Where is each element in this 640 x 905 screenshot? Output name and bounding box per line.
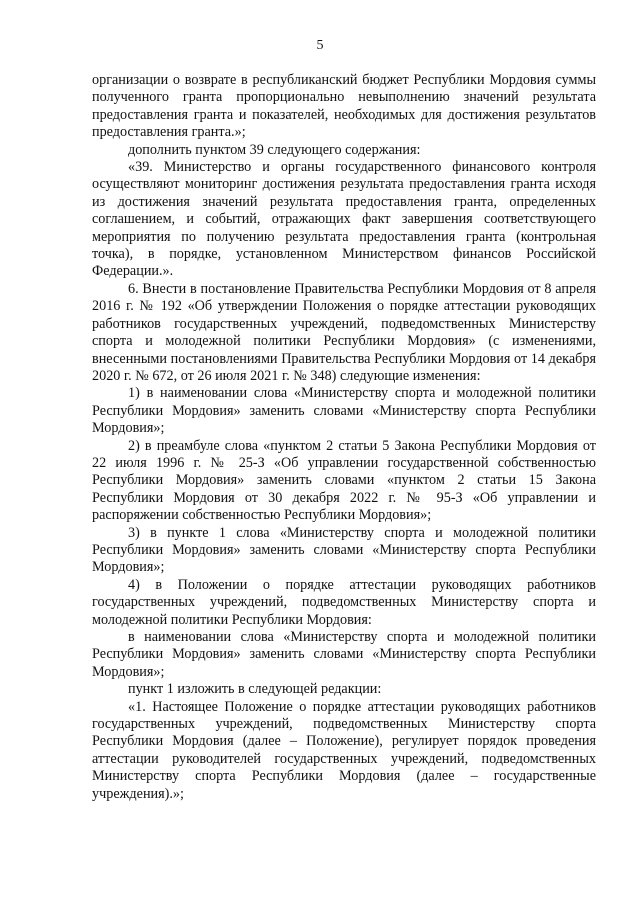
paragraph-subitem-1: 1) в наименовании слова «Министерству спорта и молодежной политики Республики Мордовия» заменить словами «Министерству спорта Республики Мордовия»; bbox=[92, 385, 596, 437]
paragraph-point-1-text: «1. Настоящее Положение о порядке аттестации руководящих работников государственных учреждений, подведомственных Министерству спорта Республики Мордовия (далее – Положение), регулирует порядок проведения аттестации руководителей государственных учреждений, подведомственных Министерству спорта Республики Мордовия (далее – государственные учреждения).»; bbox=[92, 698, 596, 802]
paragraph-add-point-39: дополнить пунктом 39 следующего содержания: bbox=[128, 141, 421, 158]
paragraph-item-6: 6. Внести в постановление Правительства Республики Мордовия от 8 апреля 2016 г. № 192 «Об утверждении Положения о порядке аттестации руководящих работников государственных учреждений, подведомственных Министерству спорта и молодежной политики Республики Мордовия» (с изменениями, внесенными постановлениями Правительства Республики Мордовия от 14 декабря 2020 г. № 672, от 26 июля 2021 г. № 348) следующие изменения: bbox=[92, 280, 596, 384]
paragraph-subitem-4: 4) в Положении о порядке аттестации руководящих работников государственных учреждений, подведомственных Министерству спорта и молодежной политики Республики Мордовия: bbox=[92, 576, 596, 628]
paragraph-point-1-new-wording: пункт 1 изложить в следующей редакции: bbox=[128, 681, 382, 698]
paragraph-title-change: в наименовании слова «Министерству спорта и молодежной политики Республики Мордовия» заменить словами «Министерству спорта Республики Мордовия»; bbox=[92, 629, 596, 680]
document-body bbox=[92, 72, 596, 803]
page-number: 5 bbox=[316, 38, 324, 53]
paragraph-subitem-2: 2) в преамбуле слова «пунктом 2 статьи 5 Закона Республики Мордовия от 22 июля 1996 г. № 25-З «Об управлении государственной собственностью Республики Мордовия» заменить словами «пунктом 2 статьи 15 Закона Республики Мордовия от 30 декабря 2022 г. № 95-З «Об управлении и распоряжении собственностью Республики Мордовия»; bbox=[92, 437, 596, 524]
paragraph-point-39: «39. Министерство и органы государственного финансового контроля осуществляют мониторинг достижения результата предоставления гранта исходя из достижения значений результата предоставления гранта, определенных соглашением, и событий, отражающих факт завершения соответствующего мероприятия по получению результата предоставления гранта (контрольная точка), в порядке, установленном Министерством финансов Российской Федерации.». bbox=[92, 159, 596, 280]
paragraph-grant-return: организации о возврате в республиканский бюджет Республики Мордовия суммы полученного гранта пропорционально невыполнению значений результата предоставления гранта и показателей, необходимых для достижения результатов предоставления гранта.»; bbox=[92, 72, 596, 141]
paragraph-subitem-3: 3) в пункте 1 слова «Министерству спорта и молодежной политики Республики Мордовия» заменить словами «Министерству спорта Республики Мордовия»; bbox=[92, 524, 596, 576]
